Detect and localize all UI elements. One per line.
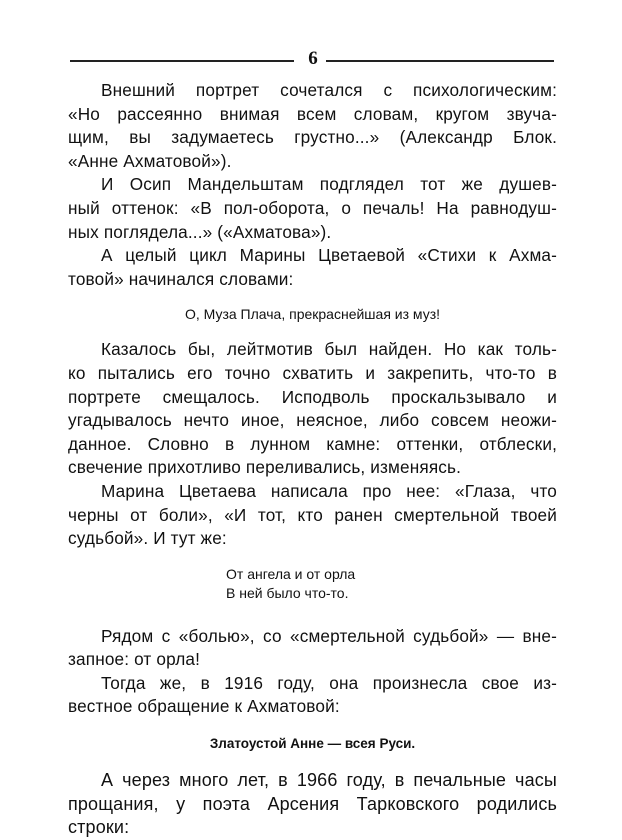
text-line: А целый цикл Марины Цветаевой «Стихи к Ахма- bbox=[101, 245, 557, 266]
text-line: Марина Цветаева написала про нее: «Глаза, что bbox=[101, 480, 557, 501]
text-line: щим, вы задумаетесь грустно...» (Александр Блок. bbox=[68, 127, 557, 148]
page-header bbox=[70, 50, 554, 74]
page-number: 6 bbox=[308, 48, 318, 69]
text-line: Внешний портрет сочетался с психологическим: bbox=[101, 80, 557, 100]
header-rule-right bbox=[326, 60, 554, 62]
text-line: портрете смещалось. Исподволь проскальзывало и bbox=[68, 386, 557, 407]
text-line: вестное обращение к Ахматовой: bbox=[68, 696, 340, 717]
text-line: товой» начинался словами: bbox=[68, 268, 294, 289]
paragraph-tsvetaeva-wrote bbox=[68, 480, 557, 551]
text-line: Казалось бы, лейтмотив был найден. Но как толь- bbox=[101, 339, 557, 360]
text-line: ных поглядела...» («Ахматова»). bbox=[68, 221, 332, 242]
text-line: Тогда же, в 1916 году, она произнесла свое из- bbox=[101, 672, 557, 693]
text-line: запное: от орла! bbox=[68, 649, 201, 670]
paragraph-mandelstam bbox=[68, 173, 557, 244]
verse-angel-eagle bbox=[68, 565, 557, 603]
text-line: И Осип Мандельштам подглядел тот же душев- bbox=[101, 174, 557, 195]
paragraph-eagle bbox=[68, 625, 557, 672]
text-line: черны от боли», «И тот, кто ранен смертельной твоей bbox=[68, 504, 557, 525]
text-line: ко пытались его точно схватить и закрепить, что-то в bbox=[68, 362, 557, 383]
paragraph-tarkovsky bbox=[68, 769, 557, 840]
paragraph-portrait bbox=[68, 79, 557, 173]
verse-line: В ней было что-то. bbox=[226, 584, 349, 601]
verse-line: От ангела и от орла bbox=[226, 565, 356, 582]
verse-quote-muse: О, Муза Плача, прекраснейшая из муз! bbox=[184, 306, 441, 323]
text-line: свечение прихотливо переливались, изменяясь. bbox=[68, 457, 462, 478]
page-body bbox=[68, 79, 557, 840]
verse-quote-golden-mouthed: Златоустой Анне — всея Руси. bbox=[209, 736, 416, 752]
text-line: угадывалось нечто иное, неясное, либо совсем неожи- bbox=[68, 410, 557, 431]
text-line: Рядом с «болью», со «смертельной судьбой» — вне- bbox=[101, 625, 557, 646]
text-line: строки: bbox=[68, 817, 130, 838]
text-line: данное. Словно в лунном камне: оттенки, отблески, bbox=[68, 433, 557, 454]
paragraph-tsvetaeva-cycle bbox=[68, 244, 557, 291]
paragraph-1916 bbox=[68, 672, 557, 719]
text-line: «Анне Ахматовой»). bbox=[68, 150, 232, 171]
header-rule-left bbox=[70, 60, 294, 62]
paragraph-leitmotif bbox=[68, 338, 557, 480]
text-line: судьбой». И тут же: bbox=[68, 528, 227, 549]
text-line: прощания, у поэта Арсения Тарковского родились bbox=[68, 793, 557, 814]
text-line: ный оттенок: «В пол-оборота, о печаль! На равнодуш- bbox=[68, 197, 557, 218]
text-line: «Но рассеянно внимая всем словам, кругом звуча- bbox=[68, 103, 557, 124]
text-line: А через много лет, в 1966 году, в печальные часы bbox=[101, 770, 557, 791]
